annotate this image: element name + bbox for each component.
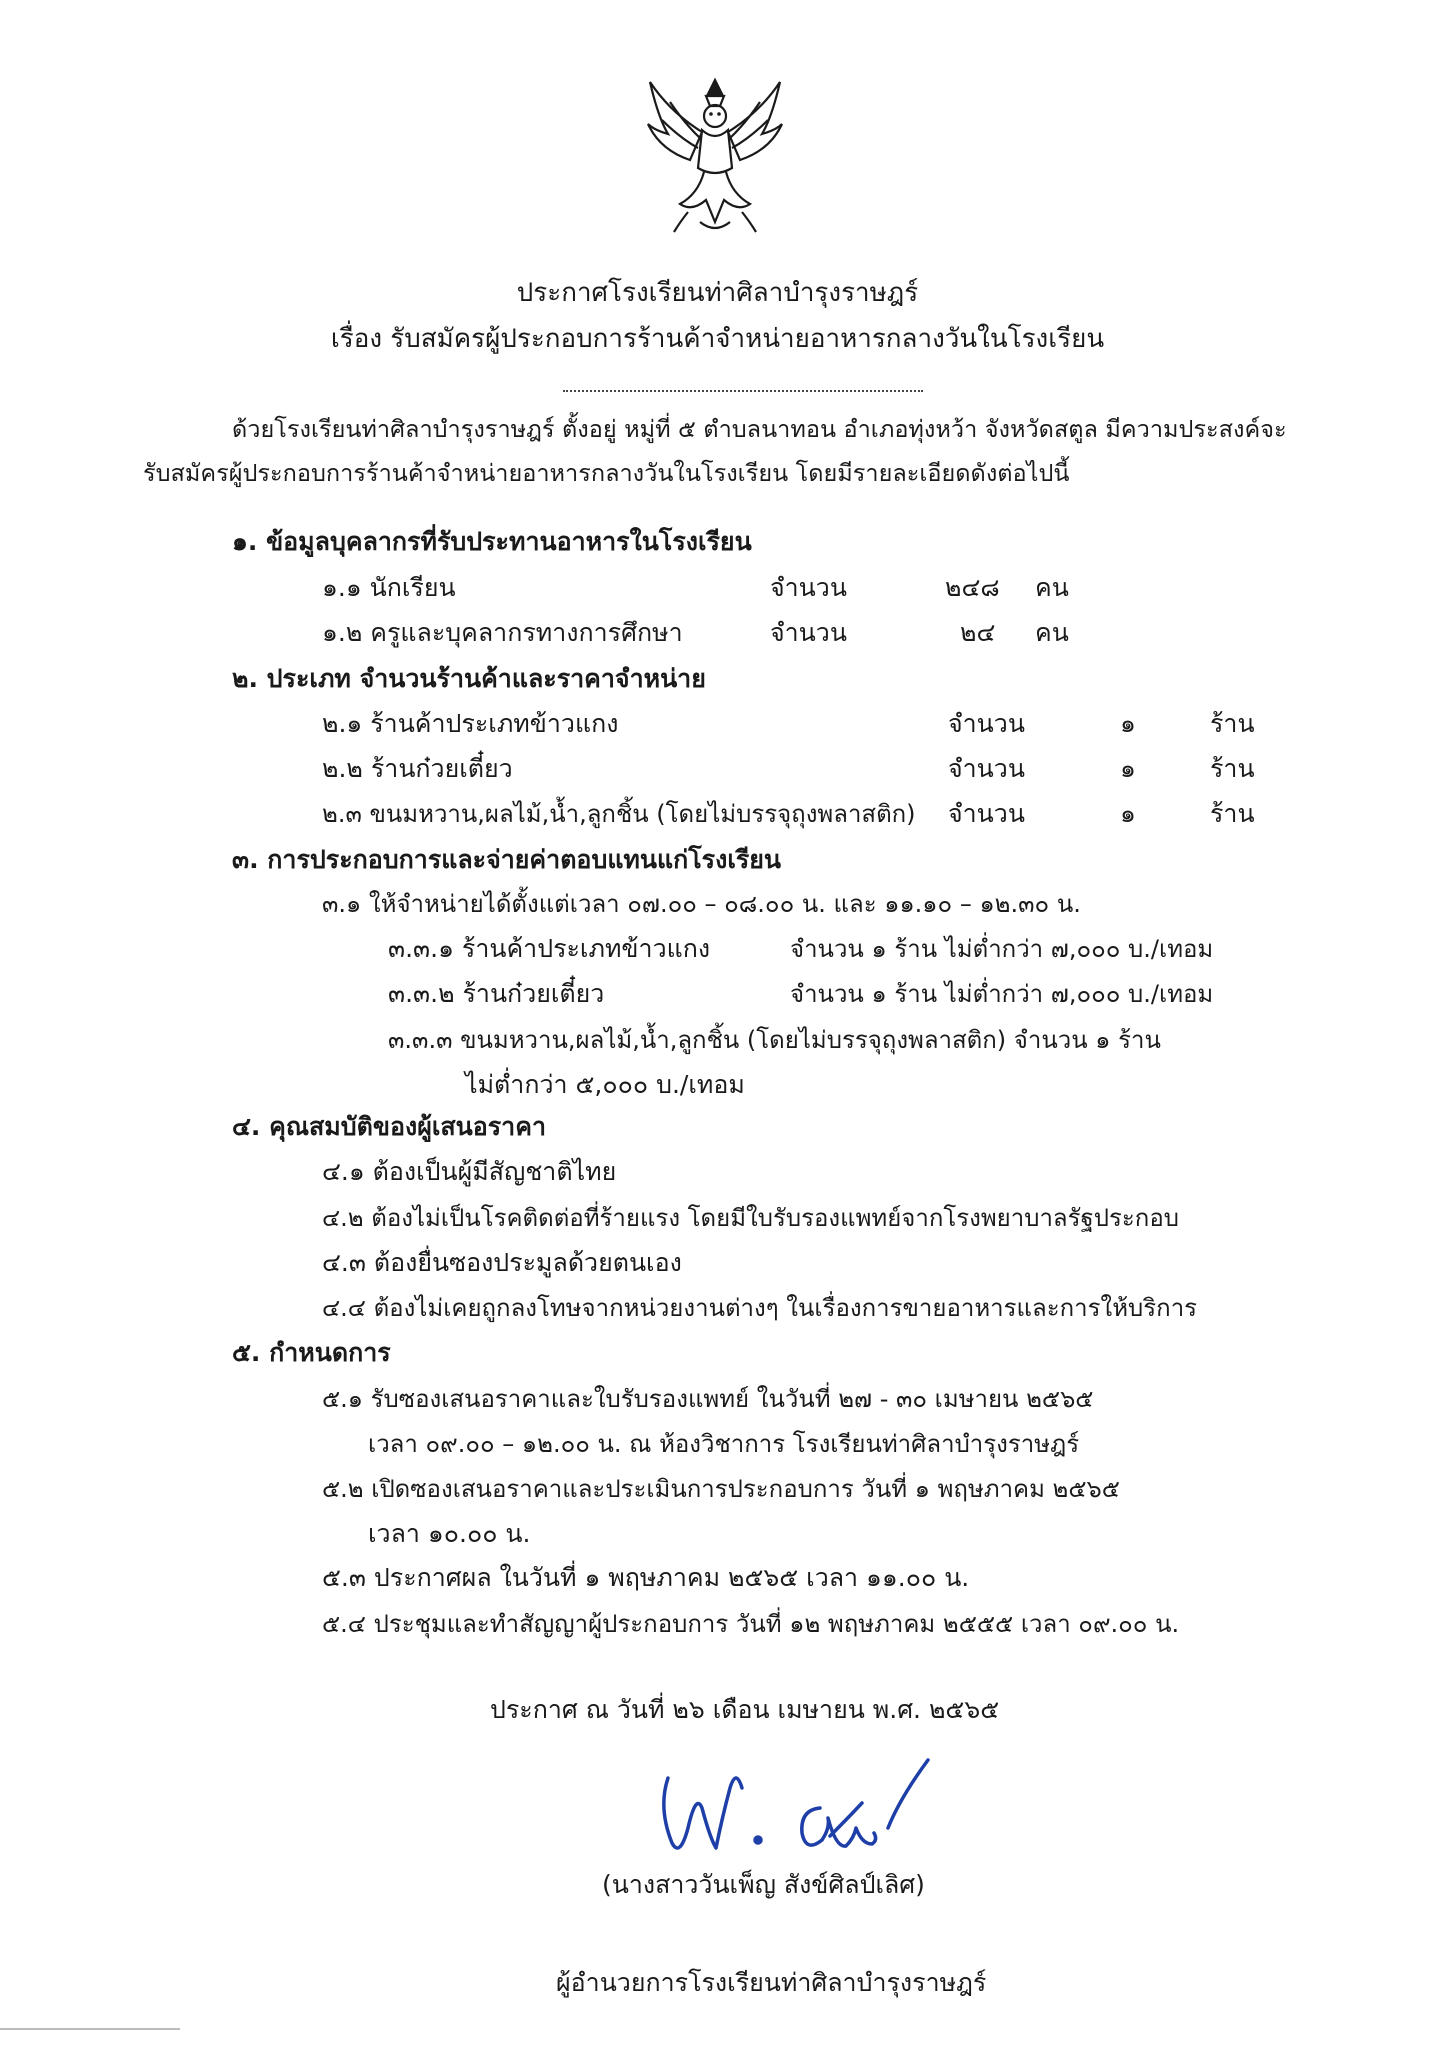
section-1-item: ๑.๑ นักเรียน (322, 573, 456, 602)
section-3-fee: จำนวน ๑ ร้าน ไม่ต่ำกว่า ๗,๐๐๐ บ./เทอม (790, 980, 1214, 1008)
schedule-item: ๕.๑ รับซองเสนอราคาและใบรับรองแพทย์ ในวันที่ ๒๗ - ๓๐ เมษายน ๒๕๖๕ (322, 1385, 1094, 1413)
section-4-heading: ๔. คุณสมบัติของผู้เสนอราคา (232, 1112, 546, 1141)
document-subject: เรื่อง รับสมัครผู้ประกอบการร้านค้าจำหน่ายอาหารกลางวันในโรงเรียน (330, 324, 1105, 354)
section-1-item: ๑.๒ ครูและบุคลากรทางการศึกษา (322, 618, 683, 647)
quantity-label: จำนวน (770, 573, 847, 602)
intro-line-1: ด้วยโรงเรียนท่าศิลาบำรุงราษฎร์ ตั้งอยู่ หมู่ที่ ๕ ตำบลนาทอน อำเภอทุ่งหว้า จังหวัดสตูล มีความประสงค์จะ (232, 415, 1287, 443)
section-4-item: ๔.๓ ต้องยื่นซองประมูลด้วยตนเอง (322, 1248, 682, 1277)
section-3-fee: จำนวน ๑ ร้าน ไม่ต่ำกว่า ๗,๐๐๐ บ./เทอม (790, 935, 1214, 963)
signatory-position: ผู้อำนวยการโรงเรียนท่าศิลาบำรุงราษฎร์ (556, 1968, 987, 1997)
section-5-heading: ๕. กำหนดการ (232, 1338, 391, 1367)
announcement-date: ประกาศ ณ วันที่ ๒๖ เดือน เมษายน พ.ศ. ๒๕๖๕ (490, 1695, 1000, 1724)
quantity-value: ๑ (1120, 799, 1136, 828)
schedule-item: ๕.๒ เปิดซองเสนอราคาและประเมินการประกอบการ วันที่ ๑ พฤษภาคม ๒๕๖๕ (322, 1475, 1120, 1503)
section-2-item: ๒.๓ ขนมหวาน,ผลไม้,น้ำ,ลูกชิ้น (โดยไม่บรรจุถุงพลาสติก) (322, 800, 916, 828)
quantity-value: ๒๔๘ (945, 573, 1000, 602)
quantity-label: จำนวน (948, 754, 1025, 783)
intro-line-2: รับสมัครผู้ประกอบการร้านค้าจำหน่ายอาหารกลางวันในโรงเรียน โดยมีรายละเอียดดังต่อไปนี้ (143, 459, 1070, 487)
signature (650, 1748, 950, 1888)
schedule-item: ๕.๔ ประชุมและทำสัญญาผู้ประกอบการ วันที่ ๑๒ พฤษภาคม ๒๕๕๕ เวลา ๐๙.๐๐ น. (322, 1610, 1180, 1638)
quantity-label: จำนวน (770, 618, 847, 647)
section-3-item: ๓.๓.๓ ขนมหวาน,ผลไม้,น้ำ,ลูกชิ้น (โดยไม่บรรจุถุงพลาสติก) จำนวน ๑ ร้าน (388, 1026, 1161, 1054)
section-4-item: ๔.๔ ต้องไม่เคยถูกลงโทษจากหน่วยงานต่างๆ ในเรื่องการขายอาหารและการให้บริการ (322, 1294, 1198, 1322)
section-1-heading: ๑. ข้อมูลบุคลากรที่รับประทานอาหารในโรงเรียน (232, 527, 752, 556)
quantity-unit: ร้าน (1210, 754, 1255, 783)
title-divider (563, 390, 923, 392)
schedule-item-detail: เวลา ๑๐.๐๐ น. (368, 1519, 531, 1548)
quantity-label: จำนวน (948, 709, 1025, 738)
quantity-label: จำนวน (948, 799, 1025, 828)
quantity-value: ๑ (1120, 754, 1136, 783)
section-4-item: ๔.๒ ต้องไม่เป็นโรคติดต่อที่ร้ายแรง โดยมีใบรับรองแพทย์จากโรงพยาบาลรัฐประกอบ (322, 1204, 1179, 1232)
quantity-value: ๑ (1120, 709, 1136, 738)
schedule-item: ๕.๓ ประกาศผล ในวันที่ ๑ พฤษภาคม ๒๕๖๕ เวลา ๑๑.๐๐ น. (322, 1563, 970, 1592)
quantity-unit: คน (1035, 618, 1069, 647)
section-3-heading: ๓. การประกอบการและจ่ายค่าตอบแทนแก่โรงเรียน (232, 845, 782, 874)
section-4-item: ๔.๑ ต้องเป็นผู้มีสัญชาติไทย (322, 1157, 617, 1186)
section-2-item: ๒.๑ ร้านค้าประเภทข้าวแกง (322, 709, 619, 738)
quantity-unit: ร้าน (1210, 709, 1255, 738)
quantity-unit: ร้าน (1210, 799, 1255, 828)
garuda-emblem (640, 72, 790, 242)
section-3-item: ๓.๓.๑ ร้านค้าประเภทข้าวแกง (388, 934, 711, 963)
signatory-name: (นางสาววันเพ็ญ สังข์ศิลป์เลิศ) (602, 1870, 925, 1899)
section-2-item: ๒.๒ ร้านก๋วยเตี๋ยว (322, 754, 513, 783)
scan-edge-line (0, 2028, 180, 2030)
document-title: ประกาศโรงเรียนท่าศิลาบำรุงราษฎร์ (516, 278, 919, 308)
schedule-item-detail: เวลา ๐๙.๐๐ – ๑๒.๐๐ น. ณ ห้องวิชาการ โรงเรียนท่าศิลาบำรุงราษฎร์ (368, 1430, 1080, 1458)
selling-time: ๓.๑ ให้จำหน่ายได้ตั้งแต่เวลา ๐๗.๐๐ – ๐๘.๐๐ น. และ ๑๑.๑๐ – ๑๒.๓๐ น. (322, 890, 1081, 918)
section-2-heading: ๒. ประเภท จำนวนร้านค้าและราคาจำหน่าย (232, 664, 706, 693)
quantity-value: ๒๔ (960, 618, 996, 647)
section-3-fee: ไม่ต่ำกว่า ๕,๐๐๐ บ./เทอม (465, 1070, 745, 1099)
quantity-unit: คน (1035, 573, 1069, 602)
section-3-item: ๓.๓.๒ ร้านก๋วยเตี๋ยว (388, 979, 605, 1008)
